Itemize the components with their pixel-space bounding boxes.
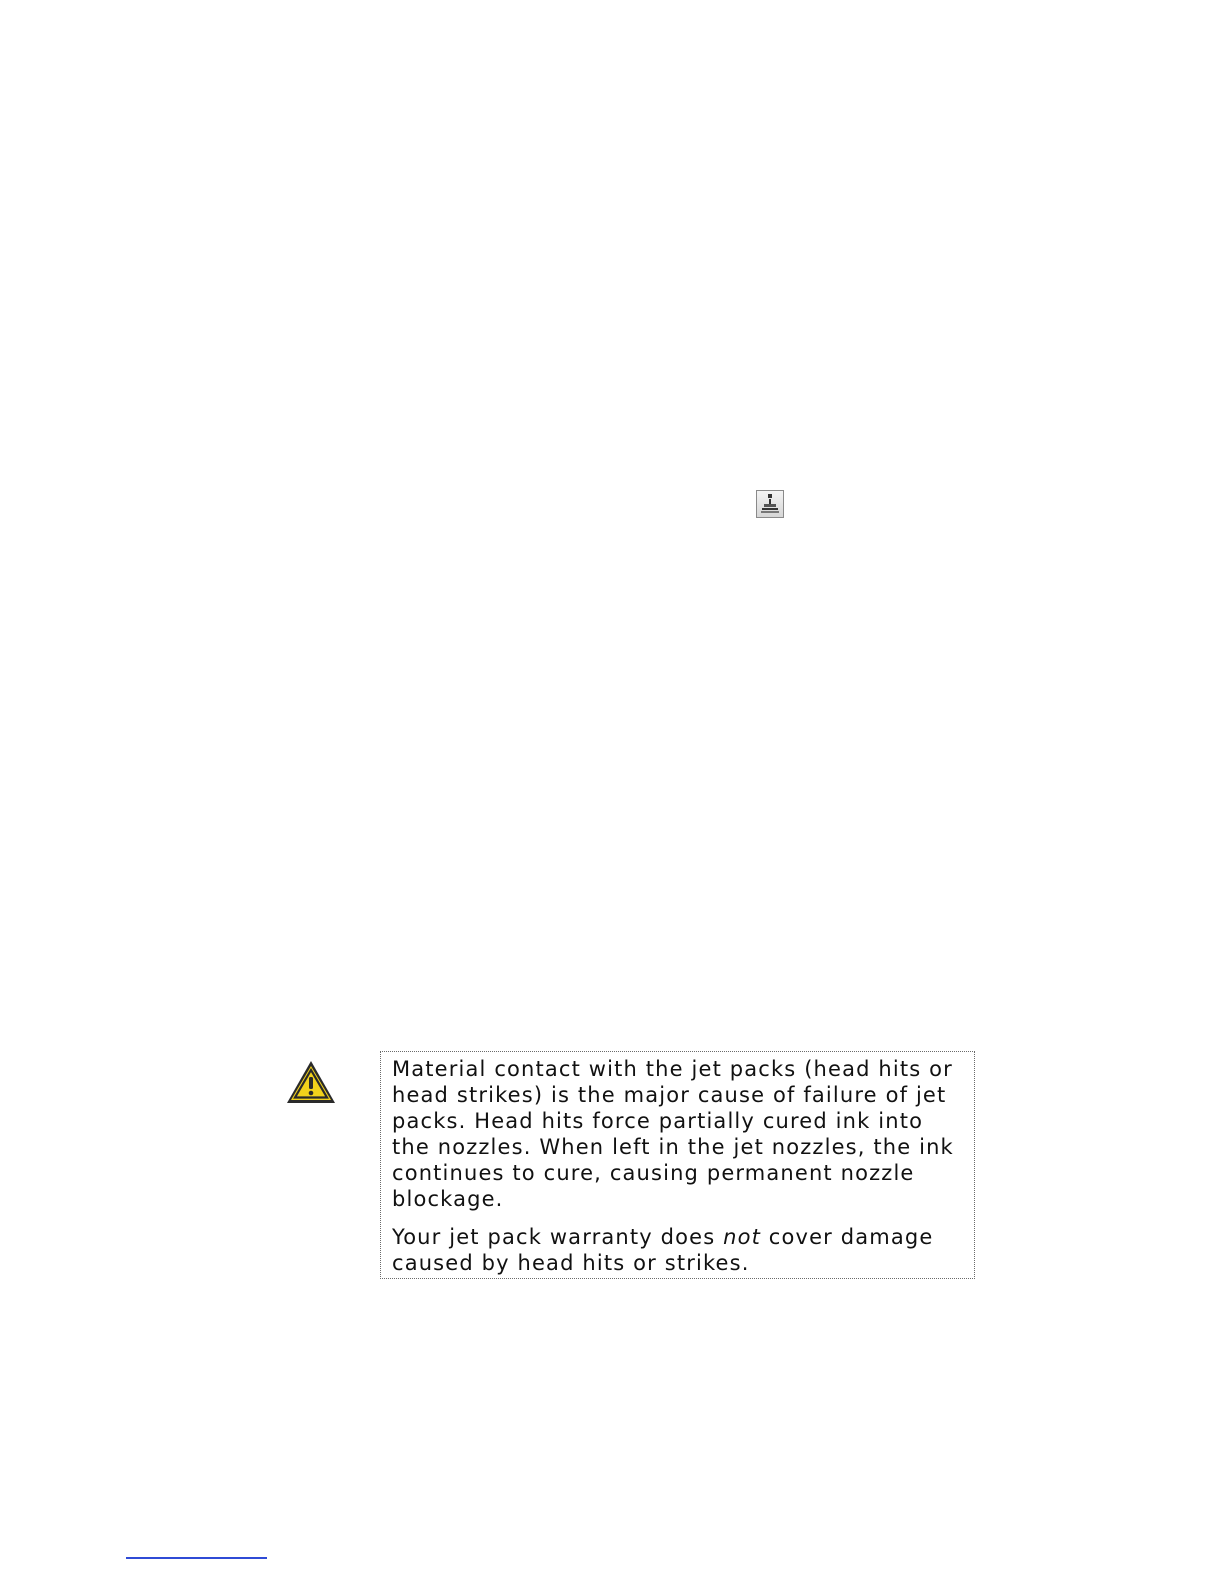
warning-callout bbox=[380, 1051, 975, 1279]
warranty-note-paragraph bbox=[392, 1224, 962, 1276]
warranty-note-text-end: cover damage caused by head hits or strikes. bbox=[392, 1225, 934, 1275]
warning-text-paragraph: Material contact with the jet packs (head hits or head strikes) is the major cause of failure of jet packs. Head hits force partially cured ink into the nozzles. When left in the jet nozzles, the ink continues to cure, causing permanent nozzle blockage. bbox=[392, 1057, 954, 1211]
warning-triangle-icon bbox=[284, 1058, 338, 1106]
print-head-icon bbox=[756, 490, 784, 518]
footnote-separator bbox=[126, 1557, 267, 1559]
warranty-note-emphasis: not bbox=[723, 1225, 761, 1249]
warranty-note-text-start: Your jet pack warranty does bbox=[392, 1225, 724, 1249]
